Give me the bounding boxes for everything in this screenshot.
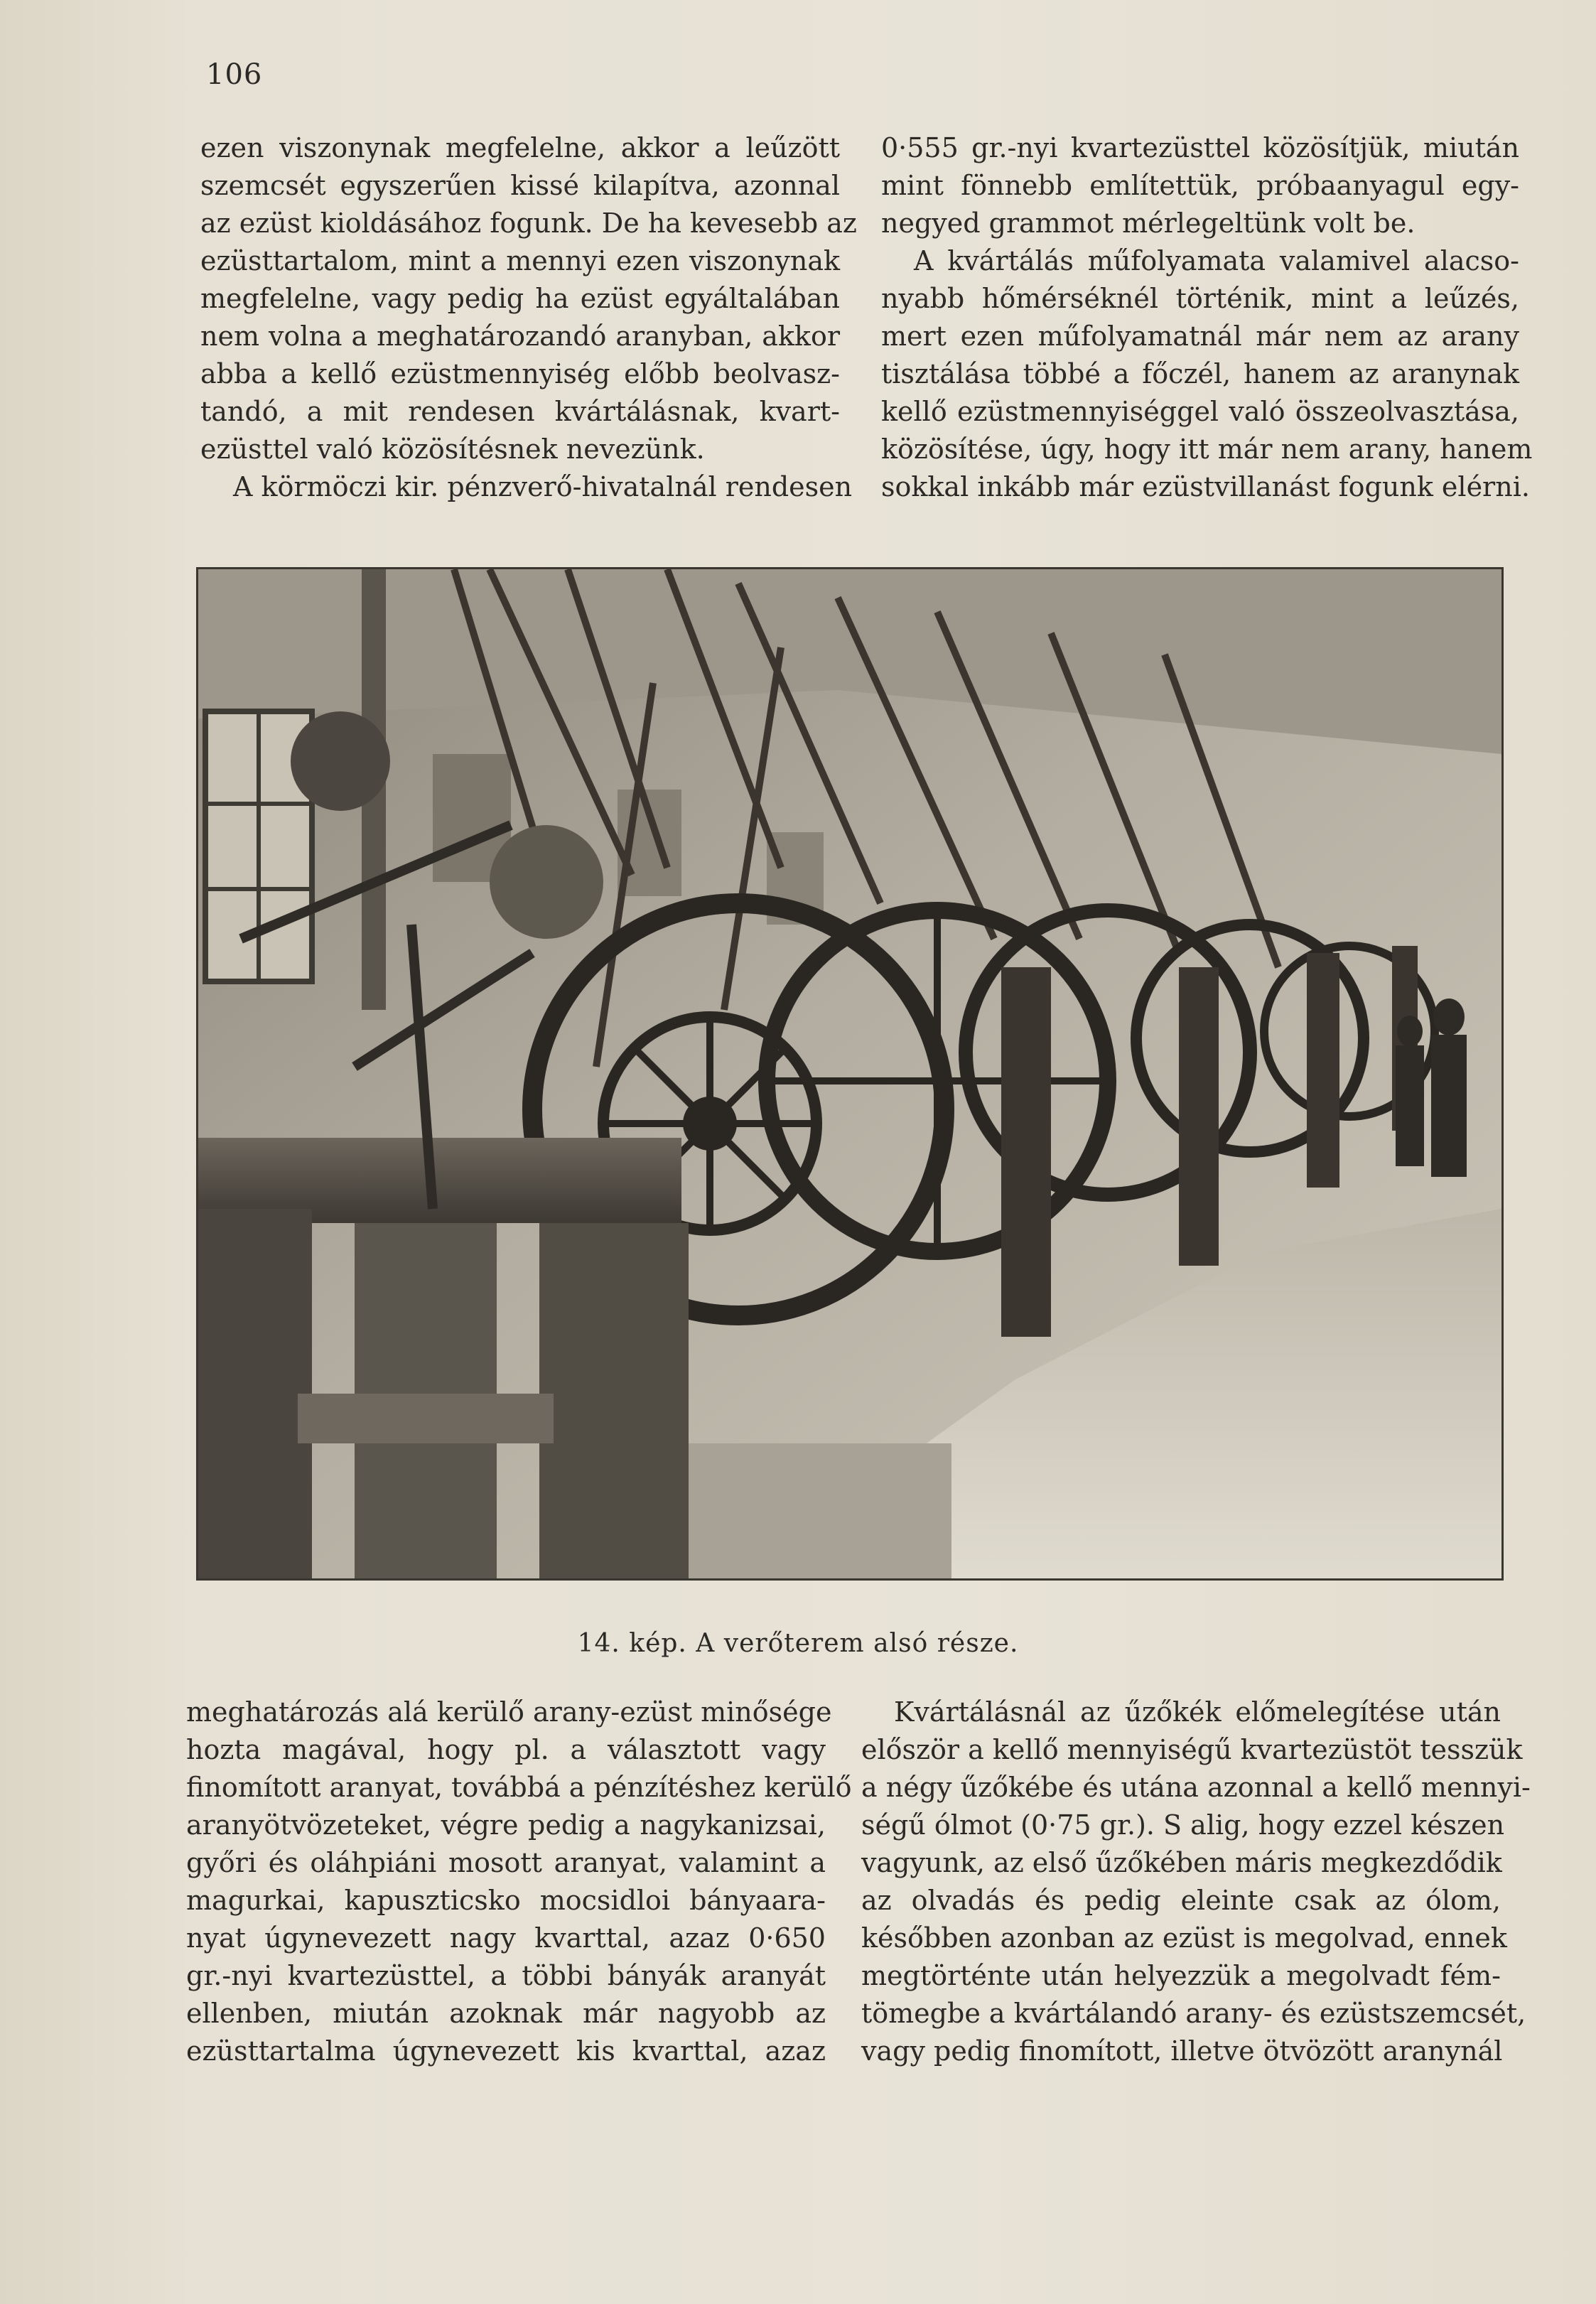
- top-left-text-column: [200, 129, 857, 506]
- text-line: nem volna a meghatározandó aranyban, akkor: [200, 321, 840, 352]
- text-line: meghatározás alá kerülő arany-ezüst minősége: [186, 1696, 832, 1728]
- minting-hall-photograph: [196, 567, 1504, 1581]
- figure-caption: 14. kép. A verőterem alsó része.: [577, 1629, 1019, 1658]
- text-line: győri és oláhpiáni mosott aranyat, valamint a: [186, 1847, 826, 1878]
- text-line: abba a kellő ezüstmennyiség előbb beolvasz-: [200, 358, 840, 389]
- text-line: vagy pedig finomított, illetve ötvözött aranynál: [861, 2035, 1503, 2067]
- bottom-left-text-column: [186, 1694, 852, 2070]
- text-line: közösítése, úgy, hogy itt már nem arany, hanem: [881, 434, 1533, 465]
- wooden-post: [539, 1223, 689, 1578]
- text-line: mint fönnebb említettük, próbaanyagul egy-: [881, 170, 1519, 201]
- text-line: finomított aranyat, továbbá a pénzítéshez kerülő: [186, 1772, 852, 1803]
- text-line: mert ezen műfolyamatnál már nem az arany: [881, 321, 1519, 352]
- text-line: ezüsttartalom, mint a mennyi ezen viszonynak: [200, 245, 840, 276]
- text-line: ezüsttartalma úgynevezett kis kvarttal, azaz: [186, 2035, 826, 2067]
- top-right-text-column: [881, 129, 1533, 506]
- text-line: az ezüst kioldásához fogunk. De ha kevesebb az: [200, 208, 857, 239]
- text-line: ellenben, miután azoknak már nagyobb az: [186, 1998, 826, 2029]
- text-line: ségű ólmot (0·75 gr.). S alig, hogy ezzel készen: [861, 1809, 1505, 1841]
- text-line: A kvártálás műfolyamata valamivel alacso-: [914, 245, 1519, 276]
- text-line: az olvadás és pedig eleinte csak az ólom,: [861, 1885, 1501, 1916]
- text-line: nyabb hőmérséknél történik, mint a leűzés,: [881, 283, 1519, 314]
- text-line: későbben azonban az ezüst is megolvad, ennek: [861, 1922, 1507, 1954]
- text-line: aranyötvözeteket, végre pedig a nagykanizsai,: [186, 1809, 826, 1841]
- text-line: Kvártálásnál az űzőkék előmelegítése után: [894, 1696, 1501, 1728]
- text-line: sokkal inkább már ezüstvillanást fogunk elérni.: [881, 471, 1530, 502]
- text-line: tandó, a mit rendesen kvártálásnak, kvart-: [200, 396, 840, 427]
- text-line: ezüsttel való közösítésnek nevezünk.: [200, 434, 705, 465]
- text-line: A körmöczi kir. pénzverő-hivatalnál rendesen: [233, 471, 853, 502]
- text-line: tisztálása többé a főczél, hanem az aranynak: [881, 358, 1519, 389]
- text-line: a négy űzőkébe és utána azonnal a kellő mennyi-: [861, 1772, 1531, 1803]
- text-line: megfelelne, vagy pedig ha ezüst egyáltalában: [200, 283, 840, 314]
- text-line: megtörténte után helyezzük a megolvadt fém-: [861, 1960, 1501, 1991]
- text-line: ezen viszonynak megfelelne, akkor a leűzött: [200, 132, 840, 163]
- text-line: gr.-nyi kvartezüsttel, a többi bányák aranyát: [186, 1960, 826, 1991]
- wooden-post: [198, 1209, 312, 1578]
- text-line: szemcsét egyszerűen kissé kilapítva, azonnal: [200, 170, 840, 201]
- bottom-right-text-column: [861, 1694, 1531, 2070]
- text-line: magurkai, kapuszticsko mocsidloi bányaara-: [186, 1885, 826, 1916]
- text-line: negyed grammot mérlegeltünk volt be.: [881, 208, 1416, 239]
- text-line: vagyunk, az első űzőkében máris megkezdődik: [861, 1847, 1502, 1878]
- text-line: először a kellő mennyiségű kvartezüstöt tesszük: [861, 1734, 1523, 1765]
- text-line: hozta magával, hogy pl. a választott vagy: [186, 1734, 826, 1765]
- text-line: 0·555 gr.-nyi kvartezüsttel közösítjük, miután: [881, 132, 1519, 163]
- page-number: 106: [206, 58, 263, 91]
- text-line: nyat úgynevezett nagy kvarttal, azaz 0·650: [186, 1922, 826, 1954]
- text-line: kellő ezüstmennyiséggel való összeolvasztása,: [881, 396, 1519, 427]
- text-line: tömegbe a kvártálandó arany- és ezüstszemcsét,: [861, 1998, 1526, 2029]
